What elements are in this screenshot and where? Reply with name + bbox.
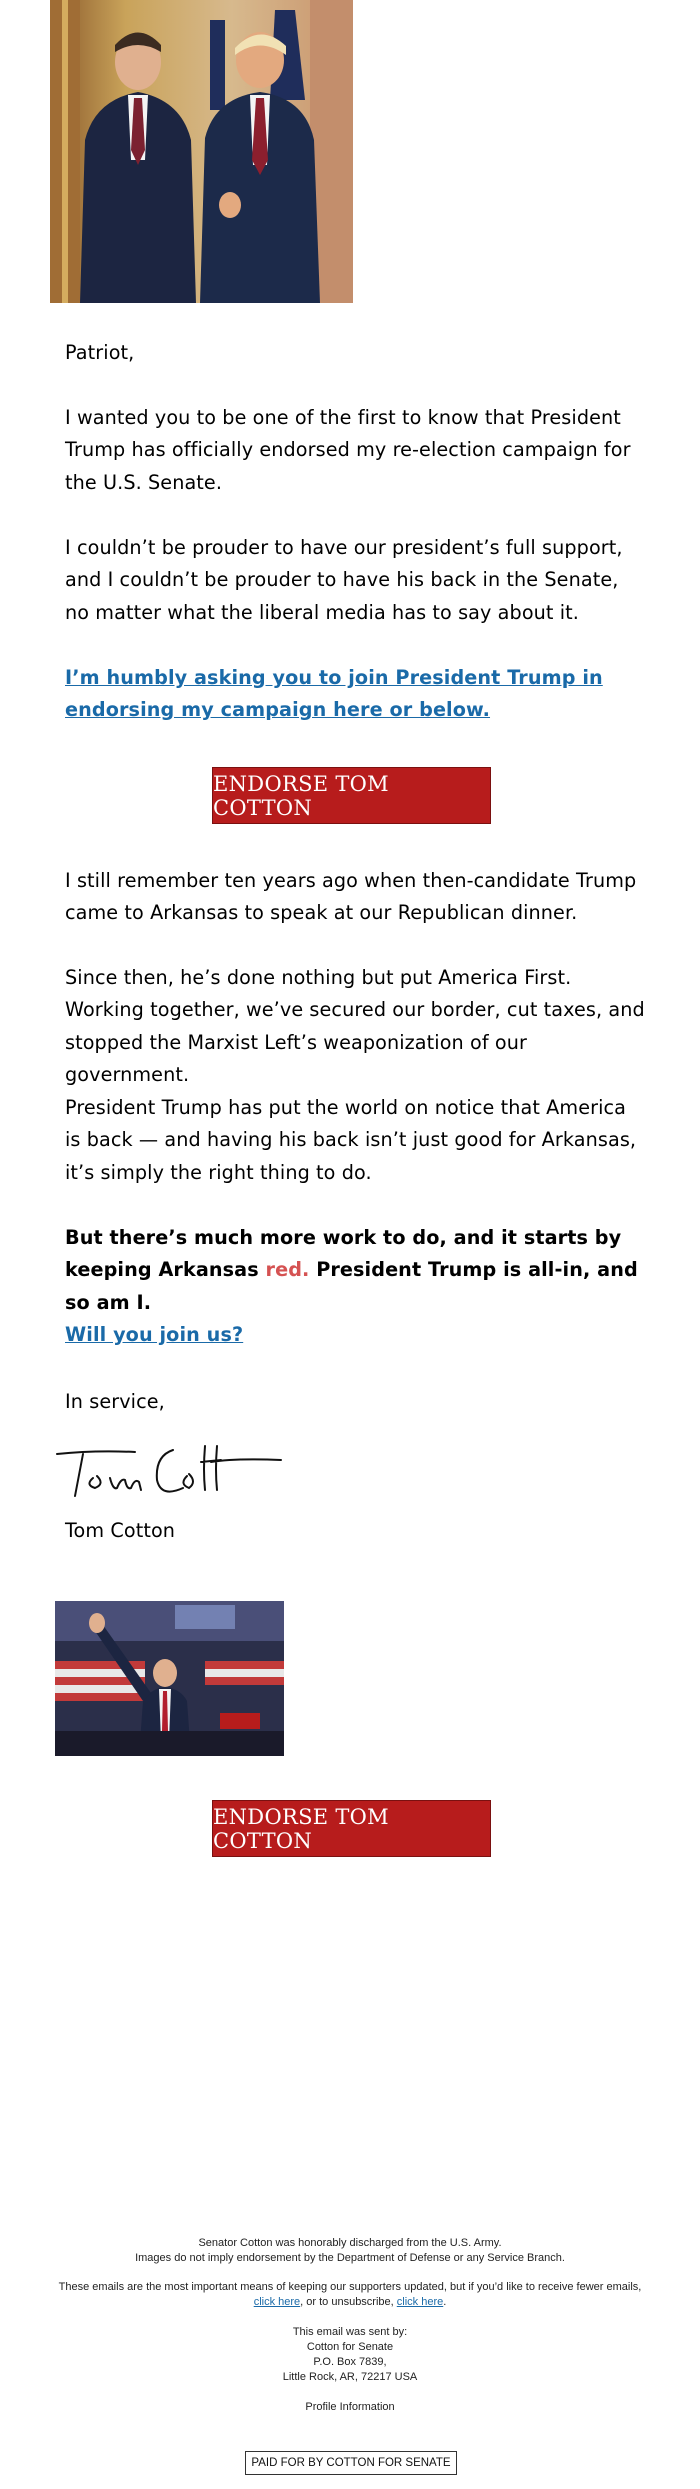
- endorse-button-2[interactable]: ENDORSE TOM COTTON: [212, 1800, 491, 1857]
- ask-paragraph: [65, 662, 645, 727]
- rally-photo-illustration: [55, 1601, 284, 1756]
- footer-disclaimer: [40, 2236, 660, 2266]
- endorse-button[interactable]: ENDORSE TOM COTTON: [212, 767, 491, 824]
- paragraph-endorsement: I wanted you to be one of the first to know that President Trump has officially endorsed my re-election campaign for the U.S. Senate.: [65, 406, 631, 494]
- footer-org: Cotton for Senate: [306, 2341, 394, 2353]
- paragraph-notice: President Trump has put the world on notice that America is back — and having his back isn’t just good for Arkansas, it’s simply the right thing to do.: [65, 1096, 637, 1184]
- footer-images: Images do not imply endorsement by the Department of Defense or any Service Branch.: [135, 2252, 565, 2264]
- join-us-link[interactable]: Will you join us?: [65, 1323, 244, 1346]
- greeting: Patriot,: [65, 341, 135, 364]
- hero-photo: [50, 0, 353, 303]
- footer-discharge: Senator Cotton was honorably discharged from the U.S. Army.: [198, 2237, 502, 2249]
- endorse-link[interactable]: I’m humbly asking you to join President Trump in endorsing my campaign here or below.: [65, 666, 603, 722]
- footer-email-prefs: [40, 2280, 660, 2310]
- rally-photo: [55, 1601, 284, 1756]
- red-word: red.: [265, 1258, 310, 1282]
- join-paragraph: [65, 1319, 645, 1351]
- closing: In service,: [65, 1390, 165, 1413]
- unsubscribe-link[interactable]: click here: [396, 2296, 444, 2308]
- footer-mid-text: , or to unsubscribe,: [300, 2296, 397, 2308]
- more-work-text-2: President Trump is all-in, and so am I.: [65, 1258, 638, 1314]
- profile-information-link[interactable]: Profile Information: [305, 2401, 395, 2413]
- footer-links-line: [40, 2295, 660, 2310]
- footer-profile: [40, 2400, 660, 2415]
- paragraph-memory: I still remember ten years ago when then-candidate Trump came to Arkansas to speak at our Republican dinner.: [65, 869, 637, 925]
- footer-end-dot: .: [443, 2296, 447, 2308]
- footer-po-box: P.O. Box 7839,: [313, 2356, 387, 2368]
- hero-photo-illustration: [50, 0, 353, 303]
- fewer-emails-link[interactable]: click here: [253, 2296, 301, 2308]
- paragraph-proud: I couldn’t be prouder to have our president’s full support, and I couldn’t be prouder to have his back in the Senate, no matter what the liberal media has to say about it.: [65, 536, 623, 624]
- footer-city: Little Rock, AR, 72217 USA: [282, 2371, 418, 2383]
- footer-sent-by: This email was sent by:: [292, 2326, 408, 2338]
- paid-for-disclaimer: PAID FOR BY COTTON FOR SENATE: [245, 2451, 457, 2475]
- footer-address: [40, 2325, 660, 2385]
- paragraph-more-work: [65, 1222, 645, 1319]
- footer-prefs-text: These emails are the most important means of keeping our supporters updated, but if you’d like to receive fewer emails,: [58, 2281, 642, 2293]
- paragraph-america-first: Since then, he’s done nothing but put America First. Working together, we’ve secured our border, cut taxes, and stopped the Marxist Left’s weaponization of our government.: [65, 966, 645, 1087]
- more-work-text-1: But there’s much more work to do, and it starts by keeping Arkansas: [65, 1226, 622, 1282]
- signature: [55, 1440, 285, 1502]
- signer-name: Tom Cotton: [65, 1519, 176, 1542]
- signature-illustration: [55, 1440, 285, 1502]
